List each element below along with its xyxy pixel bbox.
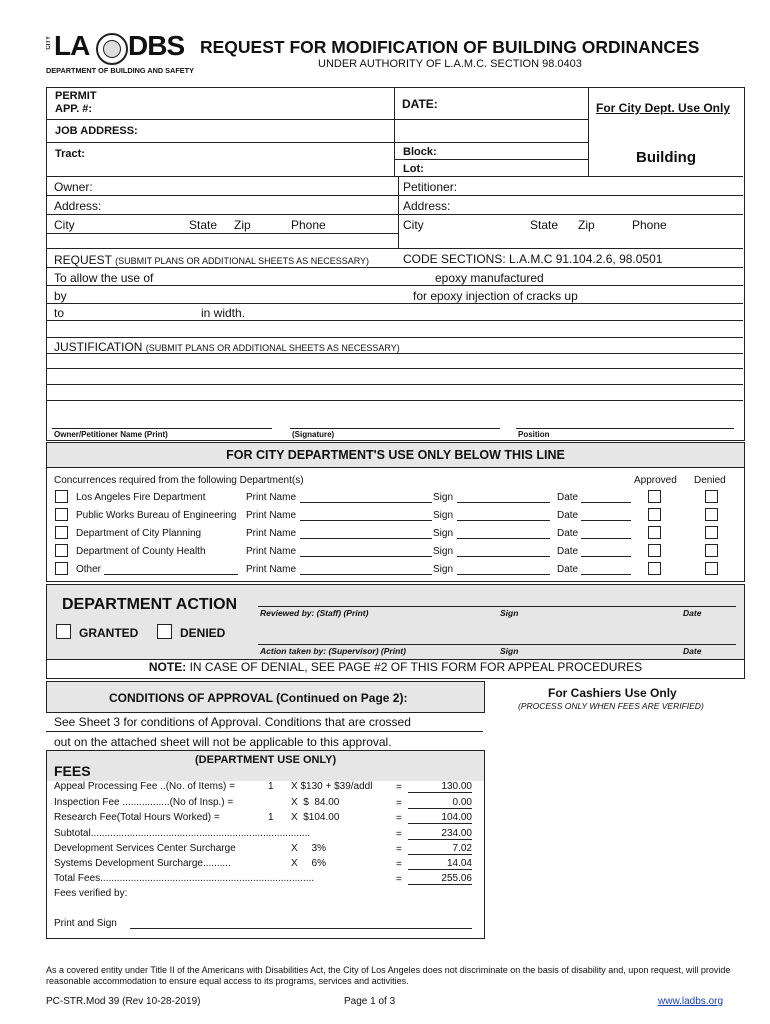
- denied-checkbox[interactable]: [705, 544, 718, 557]
- fee-eq: =: [396, 782, 402, 793]
- permit-input[interactable]: [110, 90, 390, 117]
- conditions-header: [46, 681, 485, 713]
- fee-label: Research Fee(Total Hours Worked) =: [54, 812, 220, 823]
- petitioner-address-label: Address:: [403, 199, 451, 213]
- fee-eq: =: [396, 813, 402, 824]
- reviewed-date-label: Date: [683, 608, 702, 618]
- denied-checkbox[interactable]: [705, 490, 718, 503]
- dept-name: Los Angeles Fire Department: [76, 492, 206, 503]
- fees-title: FEES: [54, 763, 91, 779]
- sign-label: Sign: [433, 546, 454, 557]
- fee-rate: X $130 + $39/addl: [291, 781, 373, 792]
- fee-amount: 255.06: [408, 873, 472, 885]
- ada-statement: As a covered entity under Title II of the Americans with Disabilities Act, the City of Los Angeles does not discriminate on the basis of disability and, upon request, will provide reasonable accommodation to ensure equal access to its programs, services and activities.: [46, 965, 731, 986]
- request-line1-a: To allow the use of: [54, 271, 154, 285]
- sign-label: Sign: [433, 510, 454, 521]
- justification-label: JUSTIFICATION: [54, 340, 143, 354]
- fee-amount: 7.02: [408, 843, 472, 855]
- fee-label: Development Services Center Surcharge: [54, 843, 236, 854]
- fee-rate: X 3%: [291, 843, 327, 854]
- fees-dept-use: (DEPARTMENT USE ONLY): [195, 754, 337, 766]
- approved-checkbox[interactable]: [648, 544, 661, 557]
- print-name-label: Print Name: [246, 546, 297, 557]
- request-line1-b: epoxy manufactured: [435, 271, 544, 285]
- note-label: NOTE:: [148, 660, 187, 674]
- date-label: Date: [557, 564, 579, 575]
- approved-checkbox[interactable]: [648, 508, 661, 521]
- fee-eq: =: [396, 798, 402, 809]
- dept-name: Department of County Health: [76, 546, 206, 557]
- action-date-label: Date: [683, 646, 702, 656]
- position-caption: Position: [518, 430, 550, 439]
- date-label: Date: [557, 528, 579, 539]
- granted-checkbox[interactable]: [56, 624, 71, 639]
- concurrences-heading: Concurrences required from the following Department(s): [54, 475, 304, 486]
- dept-checkbox[interactable]: [55, 544, 68, 557]
- fee-amount: 130.00: [408, 781, 472, 793]
- owner-city-label: City: [54, 218, 75, 232]
- owner-phone-label: Phone: [291, 218, 326, 232]
- request-line2-b: for epoxy injection of cracks up: [413, 289, 578, 303]
- ladbs-logo: [46, 30, 194, 78]
- date-input[interactable]: [440, 92, 580, 116]
- sign-label: Sign: [433, 528, 454, 539]
- sign-label: Sign: [433, 564, 454, 575]
- print-sign-label: Print and Sign: [54, 918, 117, 929]
- city-use-label: For City Dept. Use Only: [596, 101, 731, 115]
- fee-amount: 14.04: [408, 858, 472, 870]
- fee-eq: =: [396, 859, 402, 870]
- form-id: PC-STR.Mod 39 (Rev 10-28-2019): [46, 996, 201, 1007]
- approved-checkbox[interactable]: [648, 526, 661, 539]
- logo-dbs: DBS: [128, 30, 185, 61]
- print-name-label: Print Name: [246, 492, 297, 503]
- print-name-label: Print Name: [246, 564, 297, 575]
- owner-zip-label: Zip: [234, 218, 251, 232]
- fee-rate: X $104.00: [291, 812, 340, 823]
- reviewed-by-label: Reviewed by: (Staff) (Print): [260, 608, 369, 618]
- denied-checkbox[interactable]: [705, 526, 718, 539]
- fee-label: Subtotal...............................................................................: [54, 828, 311, 839]
- action-sign-label: Sign: [500, 646, 519, 656]
- block-label: Block:: [403, 146, 437, 158]
- action-by-label: Action taken by: (Supervisor) (Print): [260, 646, 406, 656]
- denied-label: DENIED: [180, 626, 226, 640]
- dept-checkbox[interactable]: [55, 508, 68, 521]
- denied-checkbox[interactable]: [157, 624, 172, 639]
- logo-dept: DEPARTMENT OF BUILDING AND SAFETY: [46, 66, 194, 75]
- fee-label: Inspection Fee .................(No of Insp.) =: [54, 797, 234, 808]
- logo-city: CITY: [46, 36, 52, 50]
- granted-label: GRANTED: [79, 626, 139, 640]
- city-seal-icon: [96, 33, 128, 65]
- tract-label: Tract:: [55, 148, 85, 160]
- fee-rate: X 6%: [291, 858, 327, 869]
- petitioner-zip-label: Zip: [578, 218, 595, 232]
- fee-eq: =: [396, 874, 402, 885]
- city-use-banner-text: FOR CITY DEPARTMENT'S USE ONLY BELOW THIS LINE: [226, 448, 565, 462]
- petitioner-state-label: State: [530, 218, 559, 232]
- dept-checkbox[interactable]: [55, 526, 68, 539]
- permit-label: PERMIT APP. #:: [55, 90, 97, 115]
- job-address-label: JOB ADDRESS:: [55, 125, 138, 137]
- building-label: Building: [636, 149, 696, 166]
- dept-checkbox[interactable]: [55, 562, 68, 575]
- dept-name: Department of City Planning: [76, 528, 202, 539]
- request-label: REQUEST: [54, 253, 112, 267]
- lot-label: Lot:: [403, 163, 424, 175]
- request-line2-a: by: [54, 289, 67, 303]
- print-name-label: Print Name: [246, 528, 297, 539]
- cashiers-title: For Cashiers Use Only: [548, 686, 677, 700]
- page-number: Page 1 of 3: [344, 996, 396, 1007]
- date-label: DATE:: [402, 97, 438, 111]
- conditions-line1: See Sheet 3 for conditions of Approval. Conditions that are crossed: [54, 715, 411, 729]
- owner-name-caption: Owner/Petitioner Name (Print): [54, 430, 168, 439]
- petitioner-phone-label: Phone: [632, 218, 667, 232]
- owner-state-label: State: [189, 218, 218, 232]
- fee-label: Systems Development Surcharge..........: [54, 858, 231, 869]
- petitioner-label: Petitioner:: [403, 180, 458, 194]
- signature-caption: (Signature): [292, 430, 335, 439]
- fee-label: Total Fees.............................................................................: [54, 873, 315, 884]
- print-name-label: Print Name: [246, 510, 297, 521]
- fee-eq: =: [396, 829, 402, 840]
- conditions-line2: out on the attached sheet will not be applicable to this approval.: [54, 735, 392, 749]
- justification-note: (SUBMIT PLANS OR ADDITIONAL SHEETS AS NECESSARY): [145, 343, 400, 353]
- form-title: REQUEST FOR MODIFICATION OF BUILDING ORDINANCES: [200, 37, 700, 57]
- owner-label: Owner:: [54, 180, 93, 194]
- logo-la: LA: [54, 30, 90, 61]
- fee-amount: 234.00: [408, 828, 472, 840]
- fee-qty: 1: [268, 812, 274, 823]
- approved-checkbox[interactable]: [648, 490, 661, 503]
- petitioner-city-label: City: [403, 218, 424, 232]
- city-use-banner: [46, 442, 745, 468]
- date-label: Date: [557, 546, 579, 557]
- owner-address-label: Address:: [54, 199, 102, 213]
- date-label: Date: [557, 510, 579, 521]
- denied-header: Denied: [694, 475, 726, 486]
- reviewed-sign-label: Sign: [500, 608, 519, 618]
- form-subtitle: UNDER AUTHORITY OF L.A.M.C. SECTION 98.0403: [318, 58, 582, 70]
- request-label-row: [54, 253, 369, 267]
- fee-amount: 0.00: [408, 797, 472, 809]
- dept-name: Public Works Bureau of Engineering: [76, 510, 237, 521]
- sign-label: Sign: [433, 492, 454, 503]
- dept-checkbox[interactable]: [55, 490, 68, 503]
- date-label: Date: [557, 492, 579, 503]
- request-line3-b: in width.: [201, 306, 246, 320]
- conditions-title: CONDITIONS OF APPROVAL (Continued on Page 2):: [109, 691, 408, 705]
- note-text: IN CASE OF DENIAL, SEE PAGE #2 OF THIS FORM FOR APPEAL PROCEDURES: [189, 660, 643, 674]
- justification-label-row: [54, 340, 400, 354]
- approved-header: Approved: [634, 475, 677, 486]
- approved-checkbox[interactable]: [648, 562, 661, 575]
- petitioner-input[interactable]: [465, 178, 735, 194]
- job-address-input[interactable]: [140, 121, 580, 140]
- department-action-title: DEPARTMENT ACTION: [62, 596, 238, 613]
- dept-name: Other: [76, 564, 102, 575]
- fee-eq: =: [396, 844, 402, 855]
- request-line3-a: to: [54, 306, 65, 320]
- fee-amount: 104.00: [408, 812, 472, 824]
- code-sections: CODE SECTIONS: L.A.M.C 91.104.2.6, 98.0501: [403, 252, 663, 266]
- cashiers-note: (PROCESS ONLY WHEN FEES ARE VERIFIED): [518, 701, 704, 711]
- fee-rate: X $ 84.00: [291, 797, 340, 808]
- ladbs-link[interactable]: www.ladbs.org: [658, 996, 724, 1007]
- fee-qty: 1: [268, 781, 274, 792]
- owner-input[interactable]: [100, 178, 390, 194]
- denial-note: [46, 658, 745, 679]
- fees-verified-label: Fees verified by:: [54, 888, 128, 899]
- denied-checkbox[interactable]: [705, 508, 718, 521]
- denied-checkbox[interactable]: [705, 562, 718, 575]
- request-note: (SUBMIT PLANS OR ADDITIONAL SHEETS AS NECESSARY): [115, 256, 370, 266]
- fee-label: Appeal Processing Fee ..(No. of Items) =: [54, 781, 235, 792]
